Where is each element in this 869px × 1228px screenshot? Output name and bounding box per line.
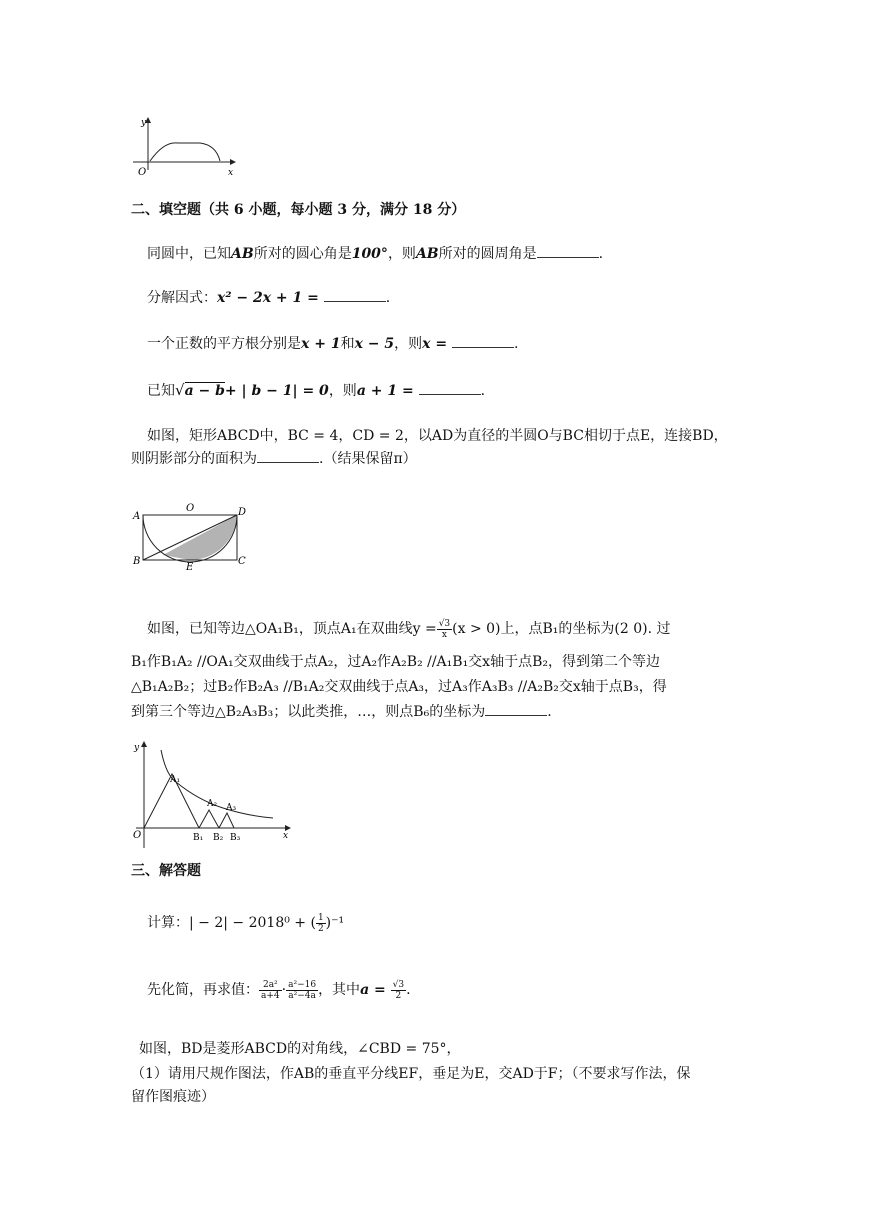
question-5-line-2: 则阴影部分的面积为 .（结果保留π） [131,448,417,470]
question-9-line-1: 如图，BD是菱形ABCD的对角线，∠CBD = 75°， [139,1041,461,1057]
hyperbola-triangles-figure [128,740,293,852]
question-7: 计算：| − 2| − 2018⁰ + ( $\frac{1}{2}$ )⁻¹ [147,912,345,934]
top-fig-origin-label: O [138,167,147,178]
svg-text:B₂: B₂ [213,833,224,843]
question-6-line-3: △B₁A₂B₂；过B₂作B₂A₃ //B₁A₂交双曲线于点A₃，过A₃作A₃B₃ //A₂B₂交x轴于点B₃，得 [131,679,667,695]
svg-text:A₃: A₃ [226,803,237,813]
question-2: 分解因式：x² − 2x + 1 = . [147,287,390,309]
svg-text:O: O [186,503,195,514]
arc-ab-1: AB [231,246,254,262]
top-fig-x-label: x [228,168,234,178]
svg-text:A: A [133,511,141,522]
section2-heading: 二、填空题（共 6 小题，每小题 3 分，满分 18 分） [131,202,466,218]
question-1: 同圆中，已知AB所对的圆心角是100°，则AB所对的圆周角是 . [147,243,603,265]
question-6-line-4: 到第三个等边△B₂A₃B₃；以此类推，…，则点B₆的坐标为 . [131,701,552,723]
svg-text:B₁: B₁ [193,833,204,843]
question-5-line-1: 如图，矩形ABCD中，BC = 4，CD = 2，以AD为直径的半圆O与BC相切于点E，连接BD， [147,428,728,444]
svg-text:O: O [133,830,142,841]
arc-ab-2: AB [415,246,439,262]
svg-text:B₃: B₃ [230,833,241,843]
svg-text:A₁: A₁ [170,775,181,785]
svg-text:C: C [238,556,246,567]
answer-blank-4 [419,380,481,395]
answer-blank-3 [452,333,514,348]
question-6-line-2: B₁作B₁A₂ //OA₁交双曲线于点A₂，过A₂作A₂B₂ //A₁B₁交x轴于点B₂，得到第二个等边 [131,654,660,670]
top-arch-figure [128,115,238,180]
answer-blank-5 [257,448,319,463]
question-9-line-3: 留作图痕迹） [131,1089,215,1105]
svg-text:y: y [134,743,140,753]
question-9-line-2: （1）请用尺规作图法，作AB的垂直平分线EF，垂足为E，交AD于F；（不要求写作法，保 [131,1066,691,1082]
svg-text:x: x [283,831,289,841]
answer-blank-6 [485,701,547,716]
section3-heading: 三、解答题 [131,863,201,879]
question-6-line-1: 如图，已知等边△OA₁B₁，顶点A₁在双曲线y = $\frac{√3}{x}$ (x > 0)上，点B₁的坐标为(2 0). 过 [147,618,671,640]
question-8: 先化简，再求值： $\frac{\text{2a²}}{a+4}$ · $\frac{\text{a²−16}}{\text{a²−4a}}$ ，其中a = $\frac{√3}{2}$ . [147,979,411,1001]
svg-text:E: E [186,562,194,570]
question-3: 一个正数的平方根分别是x + 1和x − 5，则x = . [147,333,518,355]
svg-text:A₂: A₂ [207,799,218,809]
answer-blank-2 [324,287,386,302]
answer-blank-1 [537,243,599,258]
svg-text:B: B [133,556,141,567]
question-4: 已知√a − b+ | b − 1| = 0，则a + 1 = . [147,381,486,399]
svg-text:D: D [238,507,247,518]
top-fig-y-label: y [141,118,147,128]
rectangle-semicircle-figure [130,502,250,570]
